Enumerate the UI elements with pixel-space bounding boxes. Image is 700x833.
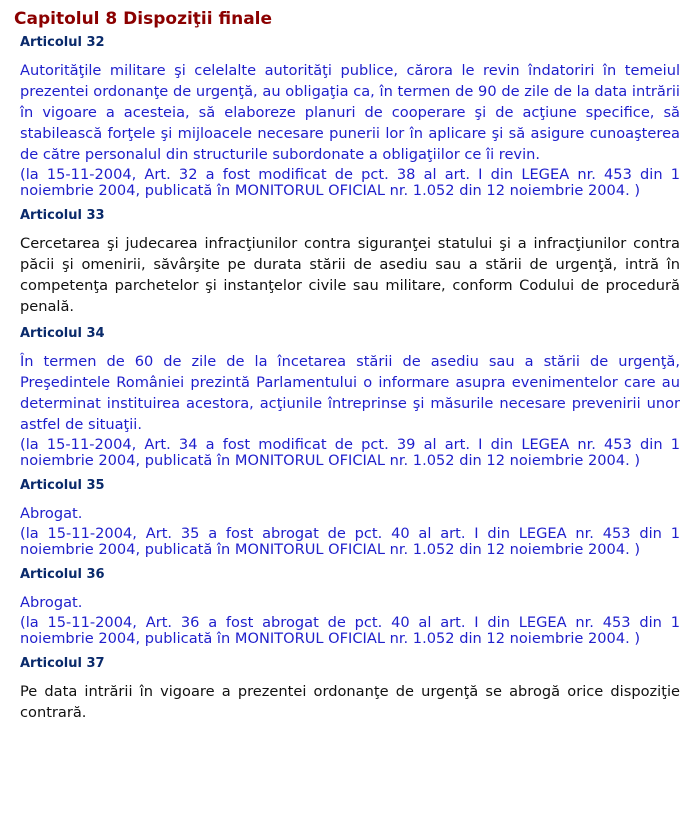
- article-heading: Articolul 36: [20, 567, 105, 582]
- article-heading: Articolul 35: [20, 478, 105, 493]
- chapter-title: Capitolul 8 Dispoziţii finale: [14, 9, 273, 29]
- article-text: Abrogat.: [20, 505, 83, 522]
- article-36: [11, 566, 680, 647]
- article-text: Cercetarea şi judecarea infracţiunilor contra siguranţei statului şi a infracţiunilor contra păcii şi omenirii, săvârşite pe durata stării de asediu sau a stării de urgenţă, intră în competenţa parchetelor şi instanţelor civile sau militare, conform Codului de procedură penală.: [20, 235, 680, 315]
- article-32: [11, 34, 680, 199]
- article-37: [11, 655, 680, 723]
- article-heading: Articolul 34: [20, 326, 105, 341]
- article-heading: Articolul 37: [20, 656, 105, 671]
- amendment-note: (la 15-11-2004, Art. 34 a fost modificat de pct. 39 al art. I din LEGEA nr. 453 din 1 noiembrie 2004, publicată în MONITORUL OFICIAL nr. 1.052 din 12 noiembrie 2004. ): [20, 436, 680, 469]
- article-heading: Articolul 32: [20, 35, 105, 50]
- article-text: Abrogat.: [20, 594, 83, 611]
- amendment-note: (la 15-11-2004, Art. 36 a fost abrogat de pct. 40 al art. I din LEGEA nr. 453 din 1 noiembrie 2004, publicată în MONITORUL OFICIAL nr. 1.052 din 12 noiembrie 2004. ): [20, 614, 680, 647]
- amendment-note: (la 15-11-2004, Art. 32 a fost modificat de pct. 38 al art. I din LEGEA nr. 453 din 1 noiembrie 2004, publicată în MONITORUL OFICIAL nr. 1.052 din 12 noiembrie 2004. ): [20, 166, 680, 199]
- article-text: Pe data intrării în vigoare a prezentei ordonanţe de urgenţă se abrogă orice dispoziţie contrară.: [20, 683, 680, 721]
- article-text: Autorităţile militare şi celelalte autorităţi publice, cărora le revin îndatoriri în temeiul prezentei ordonanţe de urgenţă, au obligaţia ca, în termen de 90 de zile de la data intrării în vigoare a acesteia, să elaboreze planuri de cooperare şi de acţiune specifice, să stabilească forţele şi mijloacele necesare punerii lor în aplicare şi să asigure cunoaşterea de către personalul din structurile subordonate a obligaţiilor ce îi revin.: [20, 62, 680, 163]
- article-33: [11, 207, 680, 317]
- article-34: [11, 325, 680, 469]
- amendment-note: (la 15-11-2004, Art. 35 a fost abrogat de pct. 40 al art. I din LEGEA nr. 453 din 1 noiembrie 2004, publicată în MONITORUL OFICIAL nr. 1.052 din 12 noiembrie 2004. ): [20, 525, 680, 558]
- article-35: [11, 477, 680, 558]
- article-text: În termen de 60 de zile de la încetarea stării de asediu sau a stării de urgenţă, Preşedintele României prezintă Parlamentului o informare asupra evenimentelor care au determinat instituirea acestora, acţiunile întreprinse şi măsurile necesare prevenirii unor astfel de situaţii.: [20, 353, 680, 433]
- article-heading: Articolul 33: [20, 208, 105, 223]
